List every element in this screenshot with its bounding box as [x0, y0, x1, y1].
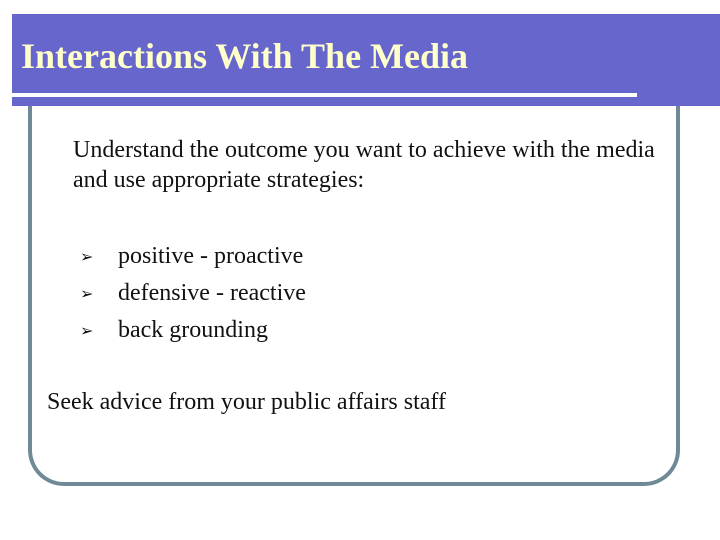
bullet-item [80, 238, 306, 275]
intro-text: Understand the outcome you want to achieve with the media and use appropriate strategies: [73, 137, 655, 193]
bullet-item [80, 275, 306, 312]
bullet-item [80, 312, 306, 349]
bullet-text: back grounding [118, 317, 268, 343]
bullet-text: defensive - reactive [118, 280, 306, 306]
arrow-bullet-icon: ➢ [80, 322, 94, 340]
bullet-list [80, 238, 306, 349]
arrow-bullet-icon: ➢ [80, 248, 94, 266]
bullet-text: positive - proactive [118, 243, 304, 269]
arrow-bullet-icon: ➢ [80, 285, 94, 303]
footer-text: Seek advice from your public affairs staff [47, 389, 446, 415]
title-divider [12, 93, 637, 97]
slide-title: Interactions With The Media [21, 36, 469, 76]
